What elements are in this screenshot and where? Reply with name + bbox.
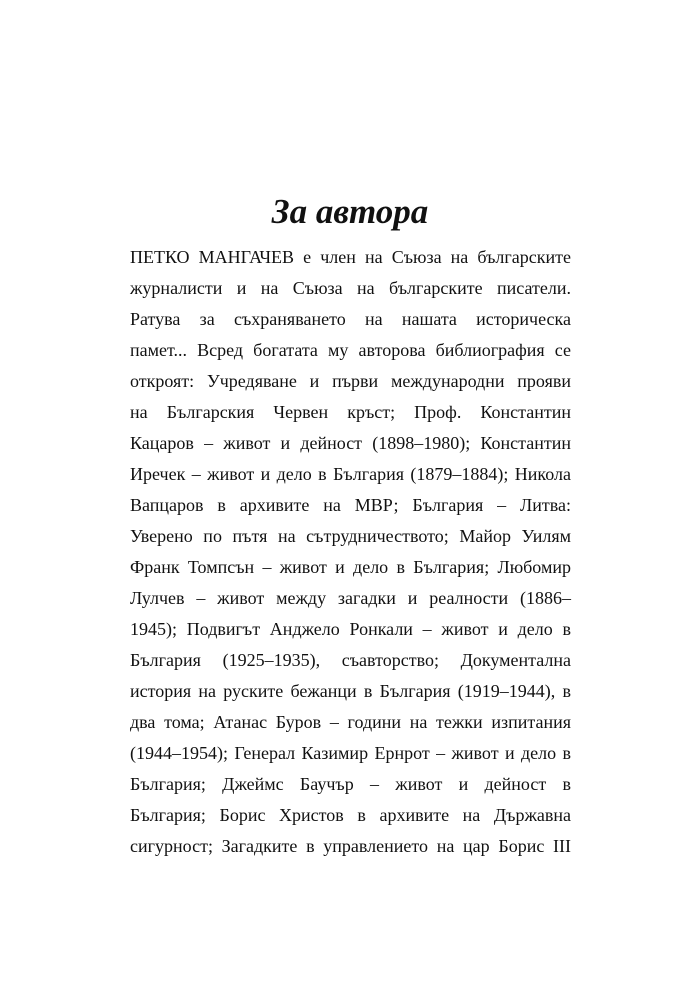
text-line: сигурност; Загадките в управлението на цар Борис III [130,836,571,856]
text-line: България; Борис Христов в архивите на Държавна [130,805,571,825]
text-line: Ратува за съхраняването на нашата историческа [130,309,571,329]
text-line: България (1925–1935), съавторство; Документална [130,650,571,670]
text-line: Уверено по пътя на сътрудничеството; Майор Уилям [130,526,571,546]
text-line: Кацаров – живот и дейност (1898–1980); Константин [130,433,571,453]
text-line: два тома; Атанас Буров – години на тежки изпитания [130,712,571,732]
text-line: Франк Томпсън – живот и дело в България; Любомир [130,557,571,577]
text-line: (1944–1954); Генерал Казимир Ернрот – живот и дело в [130,743,571,763]
text-line: 1945); Подвигът Анджело Ронкали – живот и дело в [130,619,571,639]
author-biography [130,242,571,862]
text-line: Иречек – живот и дело в България (1879–1884); Никола [130,464,571,484]
text-line: откроят: Учредяване и първи международни прояви [130,371,571,391]
text-line: Вапцаров в архивите на МВР; България – Литва: [130,495,571,515]
text-line: на Българския Червен кръст; Проф. Константин [130,402,571,422]
text-line: ПЕТКО МАНГАЧЕВ е член на Съюза на българските [130,247,571,267]
page-title: За автора [271,192,429,231]
text-line: памет... Всред богатата му авторова библиография се [130,340,571,360]
text-line: история на руските бежанци в България (1919–1944), в [130,681,571,701]
text-line: България; Джеймс Баучър – живот и дейност в [130,774,571,794]
text-line: журналисти и на Съюза на българските писатели. [130,278,571,298]
text-line: Лулчев – живот между загадки и реалности (1886– [130,588,571,608]
